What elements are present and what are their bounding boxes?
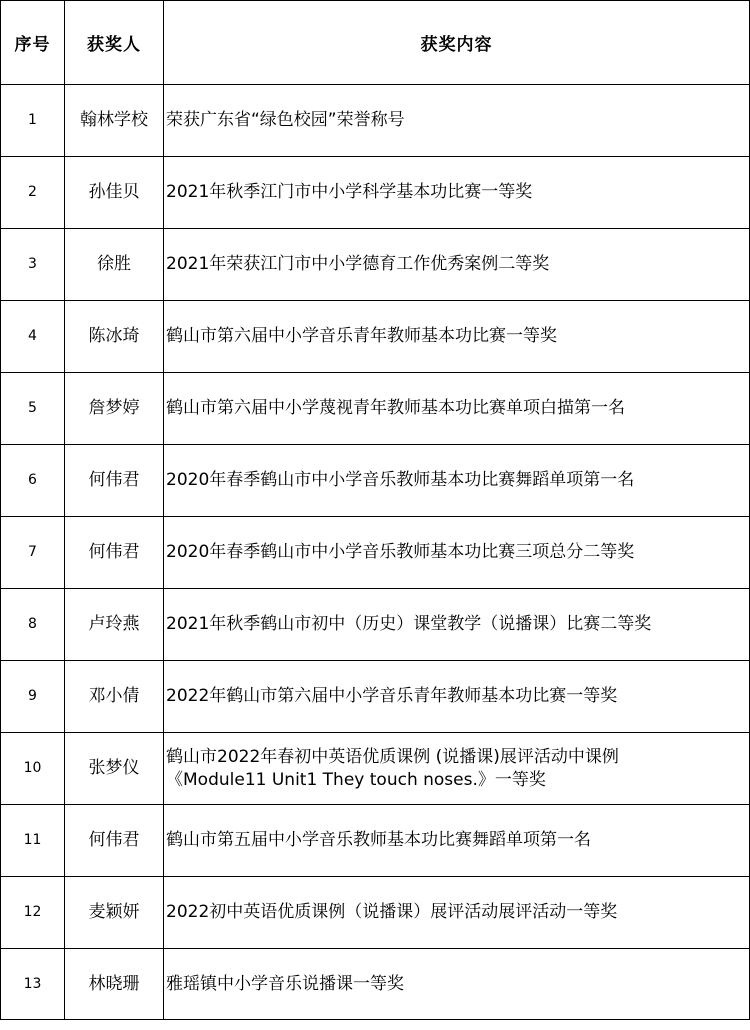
cell-no: 1 xyxy=(1,85,65,157)
cell-no: 13 xyxy=(1,949,65,1020)
table-header xyxy=(1,1,750,85)
cell-content: 2021年荣获江门市中小学德育工作优秀案例二等奖 xyxy=(164,229,750,301)
table-body xyxy=(1,85,750,1020)
cell-name: 麦颖妍 xyxy=(65,877,164,949)
cell-content: 2020年春季鹤山市中小学音乐教师基本功比赛三项总分二等奖 xyxy=(164,517,750,589)
table-row xyxy=(1,589,750,661)
cell-no: 9 xyxy=(1,661,65,733)
table-row xyxy=(1,301,750,373)
table-row xyxy=(1,157,750,229)
cell-content: 鹤山市第六届中小学蔑视青年教师基本功比赛单项白描第一名 xyxy=(164,373,750,445)
cell-name: 詹梦婷 xyxy=(65,373,164,445)
cell-content: 2020年春季鹤山市中小学音乐教师基本功比赛舞蹈单项第一名 xyxy=(164,445,750,517)
cell-name: 翰林学校 xyxy=(65,85,164,157)
cell-no: 2 xyxy=(1,157,65,229)
cell-name: 林晓珊 xyxy=(65,949,164,1020)
cell-no: 6 xyxy=(1,445,65,517)
table-row xyxy=(1,877,750,949)
header-row xyxy=(1,1,750,85)
table-row xyxy=(1,517,750,589)
table-row xyxy=(1,949,750,1020)
table-row xyxy=(1,373,750,445)
cell-content: 2021年秋季江门市中小学科学基本功比赛一等奖 xyxy=(164,157,750,229)
cell-no: 7 xyxy=(1,517,65,589)
header-no: 序号 xyxy=(1,1,65,85)
cell-no: 10 xyxy=(1,733,65,805)
cell-no: 11 xyxy=(1,805,65,877)
cell-content: 雅瑶镇中小学音乐说播课一等奖 xyxy=(164,949,750,1020)
cell-no: 12 xyxy=(1,877,65,949)
cell-content: 鹤山市第五届中小学音乐教师基本功比赛舞蹈单项第一名 xyxy=(164,805,750,877)
cell-content: 2022初中英语优质课例（说播课）展评活动展评活动一等奖 xyxy=(164,877,750,949)
cell-content: 鹤山市2022年春初中英语优质课例 (说播课)展评活动中课例 《Module11 Unit1 They touch noses.》一等奖 xyxy=(164,733,750,805)
cell-name: 何伟君 xyxy=(65,805,164,877)
cell-name: 张梦仪 xyxy=(65,733,164,805)
table-row xyxy=(1,733,750,805)
cell-name: 陈冰琦 xyxy=(65,301,164,373)
cell-name: 卢玲燕 xyxy=(65,589,164,661)
cell-name: 何伟君 xyxy=(65,517,164,589)
table-row xyxy=(1,85,750,157)
cell-name: 何伟君 xyxy=(65,445,164,517)
header-name: 获奖人 xyxy=(65,1,164,85)
header-content: 获奖内容 xyxy=(164,1,750,85)
cell-content: 鹤山市第六届中小学音乐青年教师基本功比赛一等奖 xyxy=(164,301,750,373)
cell-content: 2021年秋季鹤山市初中（历史）课堂教学（说播课）比赛二等奖 xyxy=(164,589,750,661)
cell-content: 2022年鹤山市第六届中小学音乐青年教师基本功比赛一等奖 xyxy=(164,661,750,733)
cell-name: 邓小倩 xyxy=(65,661,164,733)
table-row xyxy=(1,805,750,877)
table-row xyxy=(1,229,750,301)
cell-no: 5 xyxy=(1,373,65,445)
cell-no: 8 xyxy=(1,589,65,661)
cell-name: 徐胜 xyxy=(65,229,164,301)
cell-name: 孙佳贝 xyxy=(65,157,164,229)
cell-no: 3 xyxy=(1,229,65,301)
table-row xyxy=(1,661,750,733)
cell-no: 4 xyxy=(1,301,65,373)
cell-content: 荣获广东省“绿色校园”荣誉称号 xyxy=(164,85,750,157)
table-row xyxy=(1,445,750,517)
